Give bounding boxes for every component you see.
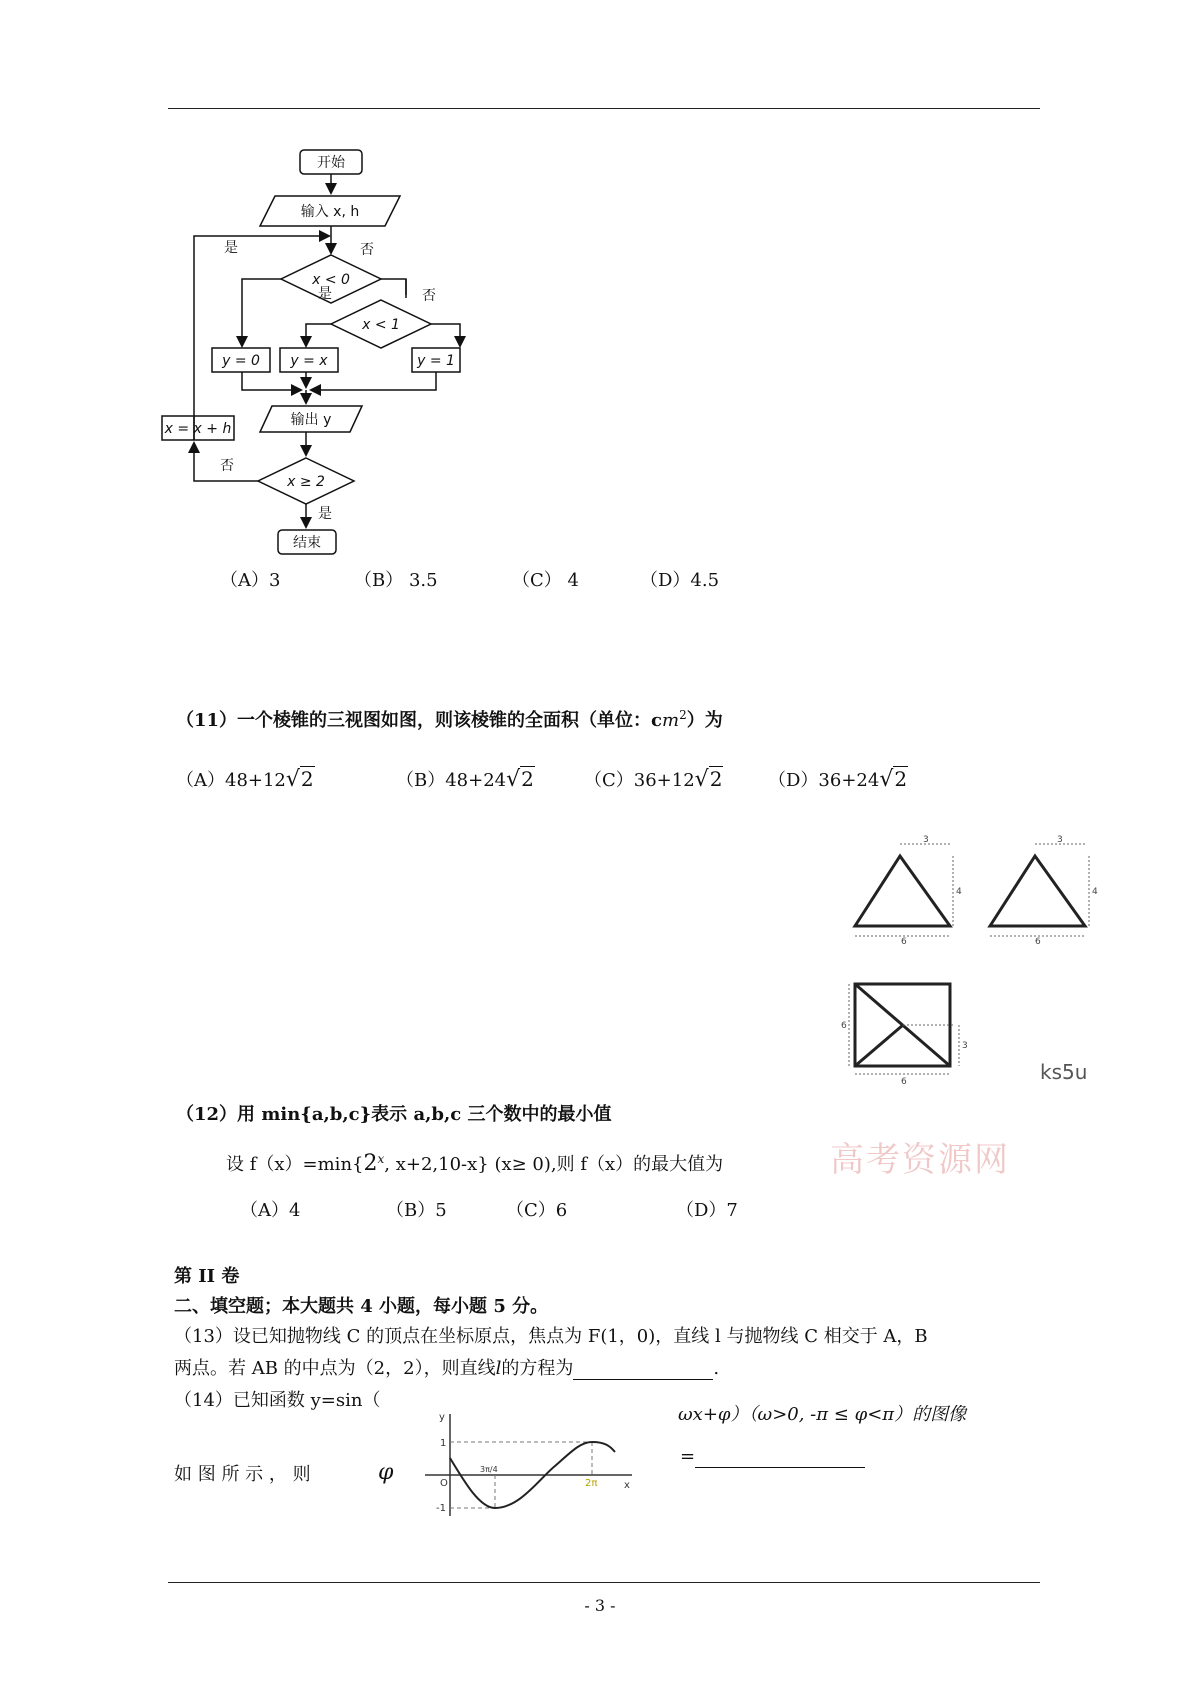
flow-no-2: 否 [422, 288, 436, 304]
flow-yes-3: 是 [318, 506, 332, 522]
q12-option-c: （C）6 [506, 1200, 568, 1221]
flow-yes-2: 是 [318, 286, 332, 302]
front-dim-6: 6 [901, 937, 907, 947]
q12-option-b: （B）5 [386, 1200, 447, 1221]
q12-option-a: （A）4 [240, 1200, 301, 1221]
q12-option-d: （D）7 [676, 1200, 738, 1221]
q11-option-c: （C）36+12√2 [584, 767, 723, 792]
q13-answer-blank [573, 1358, 713, 1380]
q14-line1: （14）已知函数 y=sin（ [174, 1390, 381, 1411]
q10-option-c: （C） 4 [512, 570, 579, 591]
flow-y0-label: y = 0 [222, 353, 260, 369]
sine-tick-a: 3π/4 [480, 1465, 498, 1474]
side-dim-3: 3 [1057, 835, 1063, 845]
q10-option-d: （D）4.5 [640, 570, 720, 591]
q14-phi: φ [378, 1460, 394, 1485]
q13-var-l: l [495, 1358, 502, 1379]
q11-unit-m: m [662, 710, 680, 731]
q11-unit-exp: 2 [679, 708, 687, 722]
flow-no-1: 否 [360, 242, 374, 258]
q14-answer-blank [695, 1446, 865, 1468]
sine-one: 1 [440, 1438, 447, 1449]
page-number: - 3 - [584, 1596, 616, 1615]
flow-end-label: 结束 [293, 535, 321, 551]
q13-line1: （13）设已知抛物线 C 的顶点在坐标原点，焦点为 F(1，0)，直线 l 与抛物线 C 相交于 A，B [174, 1326, 928, 1347]
sine-x-label: x [624, 1480, 630, 1491]
q14-answer: = [680, 1446, 865, 1468]
q14-line2: 如 图 所 示 ， 则 [174, 1464, 311, 1485]
flow-yx-label: y = x [290, 353, 328, 369]
sine-graph [420, 1408, 640, 1520]
sine-neg1: -1 [436, 1503, 446, 1514]
sine-tick-b: 2π [585, 1478, 598, 1489]
flow-no-3: 否 [220, 458, 234, 474]
watermark-stamp: 高考资源网 [830, 1140, 1010, 1180]
q12-line2: 设 $f(x)=\min\{2^x$, x+2,10-x} (x≥ 0),则 f（x）的最大值为 [226, 1151, 724, 1176]
q10-option-b: （B） 3.5 [354, 570, 438, 591]
side-dim-4: 4 [1092, 887, 1098, 897]
q11-option-b: （B）48+24√2 [396, 767, 534, 792]
q13-line2: 两点。若 AB 的中点为（2，2），则直线l的方程为 . [174, 1358, 720, 1379]
flow-output-label: 输出 y [290, 412, 332, 428]
q10-option-a: （A）3 [220, 570, 281, 591]
flow-y1-label: y = 1 [417, 353, 455, 369]
flow-cond2-label: x < 1 [362, 317, 400, 333]
front-dim-3: 3 [923, 835, 929, 845]
sine-origin: O [440, 1478, 448, 1489]
flow-cond1-label: x < 0 [312, 272, 350, 288]
q12-stem: （12）用 min{a,b,c}表示 a,b,c 三个数中的最小值 [176, 1104, 612, 1125]
flowchart [160, 140, 455, 558]
sine-y-label: y [439, 1412, 445, 1423]
top-dim-6-left: 6 [841, 1021, 847, 1031]
top-dim-3: 3 [962, 1041, 968, 1051]
front-dim-4: 4 [956, 887, 962, 897]
flow-update-label: x = x + h [164, 421, 232, 437]
flow-start-label: 开始 [317, 155, 345, 171]
q12-exp: x [377, 1152, 385, 1166]
three-view-figure [835, 826, 1120, 1126]
q14-right: ωx+φ）（ω>0, -π ≤ φ<π）的图像 [678, 1404, 967, 1425]
side-dim-6: 6 [1035, 937, 1041, 947]
q11-stem-end: ）为 [686, 710, 723, 731]
part2-heading: 二、填空题；本大题共 4 小题，每小题 5 分。 [174, 1296, 549, 1317]
q11-option-a: （A）48+12√2 [176, 767, 314, 792]
ks5u-watermark: ks5u [1040, 1060, 1088, 1084]
part2-title: 第 II 卷 [174, 1266, 240, 1287]
q12-base: 2 [363, 1151, 378, 1176]
q11-stem [176, 706, 723, 732]
q11-stem-text: （11）一个棱锥的三视图如图，则该棱锥的全面积（单位：c [176, 710, 663, 731]
top-dim-6-bottom: 6 [901, 1077, 907, 1087]
footer-rule [168, 1582, 1040, 1583]
flow-cond3-label: x ≥ 2 [287, 474, 325, 490]
flow-yes-1: 是 [224, 240, 238, 256]
flow-input-label: 输入 x, h [300, 204, 360, 220]
q11-option-d: （D）36+24√2 [768, 767, 908, 792]
header-rule [168, 108, 1040, 109]
